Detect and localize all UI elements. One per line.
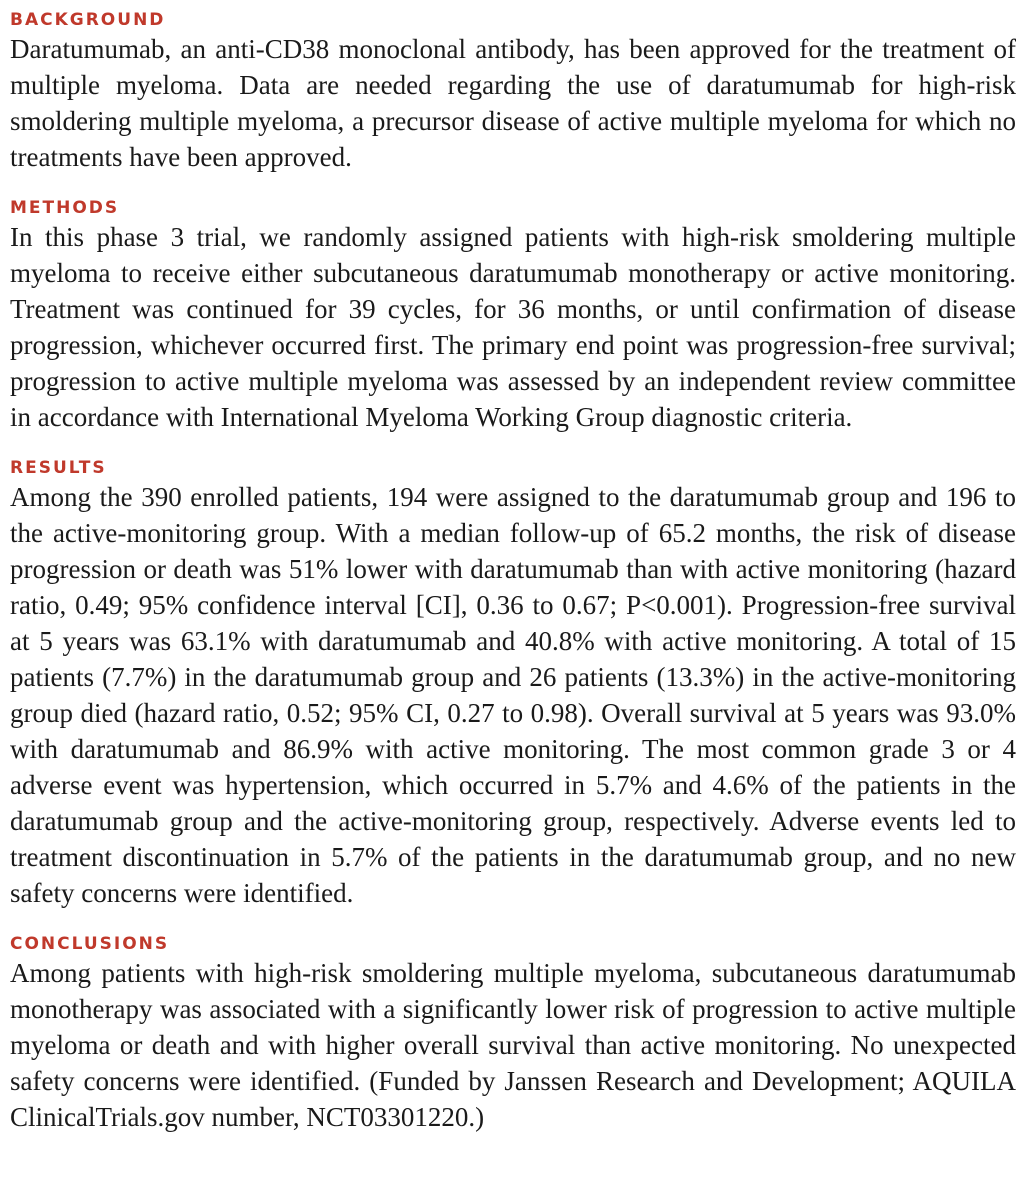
conclusions-heading: CONCLUSIONS	[10, 934, 170, 954]
results-text: Among the 390 enrolled patients, 194 were assigned to the daratumumab group and 196 to the active-monitoring group. With a median follow-up of 65.2 months, the risk of disease progression or death was 51% lower with daratumumab than with active monitoring (hazard ratio, 0.49; 95% confidence interval [CI], 0.36 to 0.67; P<0.001). Progression-free survival at 5 years was 63.1% with daratumumab and 40.8% with active monitoring. A total of 15 patients (7.7%) in the daratumumab group and 26 patients (13.3%) in the active-monitoring group died (hazard ratio, 0.52; 95% CI, 0.27 to 0.98). Overall survival at 5 years was 93.0% with daratumumab and 86.9% with active monitoring. The most common grade 3 or 4 adverse event was hypertension, which occurred in 5.7% and 4.6% of the patients in the daratumumab group and the active-monitoring group, respectively. Adverse events led to treatment discontinuation in 5.7% of the patients in the daratumumab group, and no new safety concerns were identified.	[10, 482, 1016, 908]
background-heading: BACKGROUND	[10, 10, 166, 30]
methods-heading: METHODS	[10, 198, 120, 218]
conclusions-text: Among patients with high-risk smoldering multiple myeloma, subcutaneous daratumumab monotherapy was associated with a significantly lower risk of progression to active multiple myeloma or death and with higher overall survival than active monitoring. No unexpected safety concerns were identified. (Funded by Janssen Research and Development; AQUILA ClinicalTrials.gov number, NCT03301220.)	[10, 958, 1016, 1132]
abstract	[10, 0, 1016, 1149]
background-section	[10, 9, 1016, 189]
background-text: Daratumumab, an anti-CD38 monoclonal antibody, has been approved for the treatment of multiple myeloma. Data are needed regarding the use of daratumumab for high-risk smoldering multiple myeloma, a precursor disease of active multiple myeloma for which no treatments have been approved.	[10, 34, 1016, 172]
results-heading: RESULTS	[10, 458, 107, 478]
conclusions-section	[10, 933, 1016, 1149]
methods-section	[10, 197, 1016, 449]
results-section	[10, 457, 1016, 925]
methods-text: In this phase 3 trial, we randomly assigned patients with high-risk smoldering multiple myeloma to receive either subcutaneous daratumumab monotherapy or active monitoring. Treatment was continued for 39 cycles, for 36 months, or until confirmation of disease progression, whichever occurred first. The primary end point was progression-free survival; progression to active multiple myeloma was assessed by an independent review committee in accordance with International Myeloma Working Group diagnostic criteria.	[10, 222, 1016, 432]
